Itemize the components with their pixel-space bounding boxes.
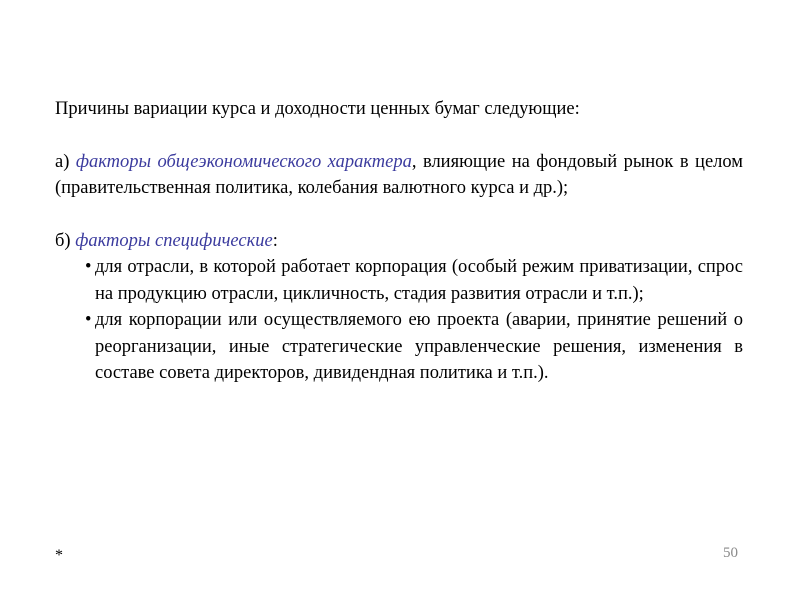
slide-body [55, 96, 743, 387]
spacer [55, 123, 743, 149]
footer-asterisk: * [55, 547, 63, 564]
item-a-emphasis: факторы общеэкономического характера [75, 151, 412, 172]
bullet-icon: • [85, 310, 92, 330]
bullet-icon: • [85, 257, 92, 277]
item-b-marker: б) [55, 230, 76, 251]
item-b-emphasis: факторы специфические [75, 230, 273, 251]
bullet-text: для корпорации или осуществляемого ею проекта (аварии, принятие решений о реорганизации, иные стратегические управленческие решения, изменения в составе совета директоров, дивидендная политика и т.п.). [95, 310, 743, 383]
item-a-paragraph [55, 149, 743, 202]
spacer [55, 202, 743, 228]
list-item [55, 254, 743, 307]
item-b-paragraph [55, 228, 743, 255]
intro-paragraph: Причины вариации курса и доходности ценных бумаг следующие: [55, 99, 580, 119]
bullet-list [55, 254, 743, 387]
page-number: 50 [723, 545, 738, 561]
item-a-marker: а) [55, 151, 76, 172]
item-a-text: , влияющие на фондовый рынок в целом (правительственная политика, колебания валютного курса и др.); [55, 151, 743, 198]
list-item [55, 307, 743, 387]
item-b-text: : [272, 230, 278, 251]
bullet-text: для отрасли, в которой работает корпорация (особый режим приватизации, спрос на продукцию отрасли, цикличность, стадия развития отрасли и т.п.); [95, 257, 743, 304]
